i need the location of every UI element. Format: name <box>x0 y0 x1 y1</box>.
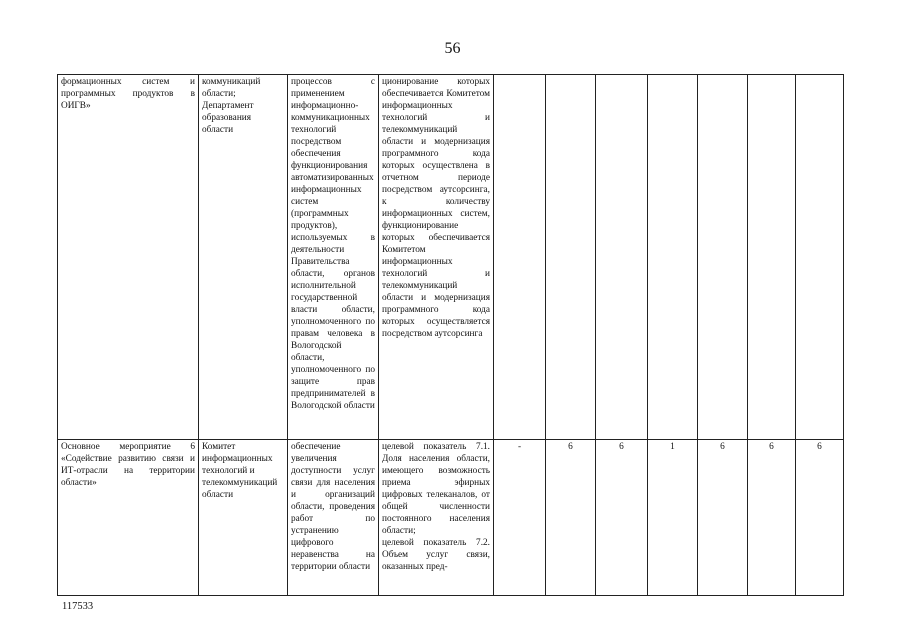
table-row <box>58 440 844 596</box>
value-cell: 6 <box>796 440 844 596</box>
event-name-cell: формационных систем и программных продуктов в ОИГВ» <box>58 75 199 440</box>
value-cell <box>648 75 698 440</box>
event-name-cell: Основное мероприятие 6 «Содействие развитию связи и ИТ-отрасли на территории области» <box>58 440 199 596</box>
value-cell <box>748 75 796 440</box>
value-cell: 1 <box>648 440 698 596</box>
value-cell: 6 <box>596 440 648 596</box>
indicator-cell: ционирование которых обеспечивается Комитетом информационных технологий и телекоммуникаций области и модернизация программного кода которых осуществлена в отчетном периоде посредством аутсорсинга, к количеству информационных систем, функционирование которых обеспечивается Комитетом информационных технологий и телекоммуникаций области и модернизация программного кода которых осуществляется посредством аутсорсинга <box>379 75 494 440</box>
executor-cell: коммуникаций области; Департамент образования области <box>199 75 288 440</box>
value-cell <box>494 75 546 440</box>
value-cell <box>596 75 648 440</box>
program-table <box>57 74 844 596</box>
activity-cell: процессов с применением информационно-коммуникационных технологий посредством обеспечения функционирования автоматизированных информационных систем (программных продуктов), используемых в деятельности Правительства области, органов исполнительной государственной власти области, уполномоченного по правам человека в Вологодской области, уполномоченного по защите прав предпринимателей в Вологодской области <box>288 75 379 440</box>
indicator-cell: целевой показатель 7.1. Доля населения области, имеющего возможность приема эфирных цифровых телеканалов, от общей численности постоянного населения области; целевой показатель 7.2. Объем услуг связи, оказанных пред- <box>379 440 494 596</box>
activity-cell: обеспечение увеличения доступности услуг связи для населения и организаций области, проведения работ по устранению цифрового неравенства на территории области <box>288 440 379 596</box>
value-cell <box>546 75 596 440</box>
value-cell <box>796 75 844 440</box>
page-number: 56 <box>444 40 461 57</box>
value-cell: 6 <box>748 440 796 596</box>
executor-cell: Комитет информационных технологий и телекоммуникаций области <box>199 440 288 596</box>
document-id: 117533 <box>62 601 94 612</box>
table-row <box>58 75 844 440</box>
value-cell: 6 <box>546 440 596 596</box>
value-cell <box>698 75 748 440</box>
value-cell: 6 <box>698 440 748 596</box>
value-cell: - <box>494 440 546 596</box>
